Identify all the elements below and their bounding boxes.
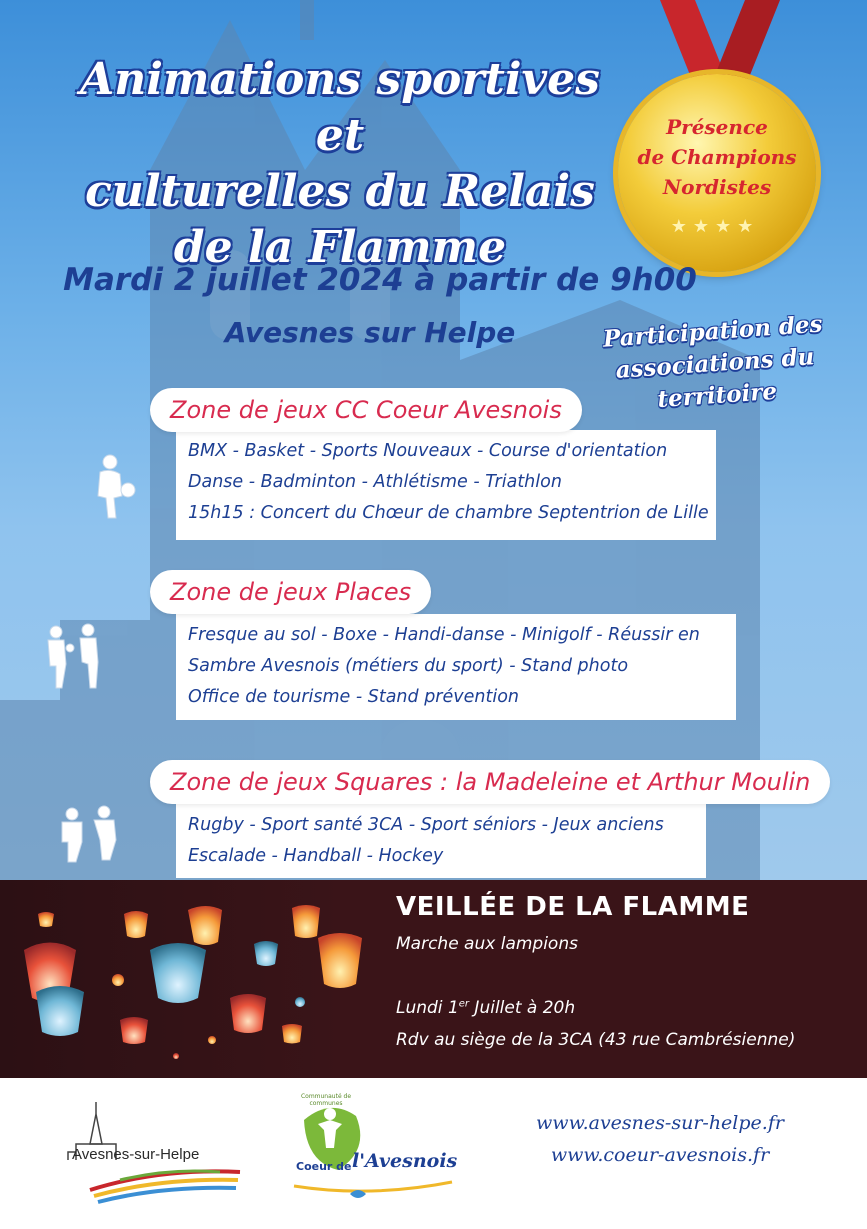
veillee-date [396, 998, 575, 1018]
zone-3-line-2: Escalade - Handball - Hockey [188, 846, 444, 866]
medal-line-2: de Champions [637, 145, 797, 169]
veillee-place: Rdv au siège de la 3CA (43 rue Cambrésienne) [396, 1030, 796, 1050]
lantern-icon [24, 905, 362, 1059]
medal-line-1: Présence [666, 115, 768, 139]
title-line-1: Animations sportives et [80, 54, 600, 161]
title-line-2: culturelles du Relais [85, 166, 595, 217]
participation-line-2: associations du territoire [614, 343, 816, 414]
zone-2-content [176, 614, 736, 720]
zone-1-title: Zone de jeux CC Coeur Avesnois [150, 388, 582, 432]
page-title [60, 52, 620, 276]
lanterns-illustration [0, 880, 380, 1078]
zone-2-title: Zone de jeux Places [150, 570, 431, 614]
avesnes-logo-text: Avesnes-sur-Helpe [72, 1146, 200, 1163]
zone-1-line-1: BMX - Basket - Sports Nouveaux - Course d'orientation [188, 441, 668, 461]
zone-1-content [176, 430, 716, 540]
cc-logo-coeur: Coeur de [296, 1160, 352, 1173]
zone-2-line-2: Sambre Avesnois (métiers du sport) - Stand photo [188, 656, 629, 676]
participation-line-1: Participation des [602, 310, 824, 353]
title-line-3: de la Flamme [173, 222, 507, 273]
event-city: Avesnes sur Helpe [224, 316, 516, 349]
boxers-icon [40, 622, 106, 692]
veillee-date-suffix: Juillet à 20h [469, 998, 576, 1018]
zone-2-line-3: Office de tourisme - Stand prévention [188, 687, 520, 707]
veillee-date-sup: er [458, 998, 470, 1010]
medal-stars: ★★★★ [670, 216, 760, 237]
basketball-player-icon [88, 452, 144, 524]
url-avesnes-link[interactable]: www.avesnes-sur-helpe.fr [536, 1112, 784, 1134]
veillee-title: VEILLÉE DE LA FLAMME [396, 892, 750, 922]
zone-2-line-1: Fresque au sol - Boxe - Handi-danse - Minigolf - Réussir en [188, 625, 700, 645]
cc-logo-name: l'Avesnois [352, 1150, 458, 1172]
event-date: Mardi 2 juillet 2024 à partir de 9h00 [63, 262, 697, 298]
veillee-subtitle: Marche aux lampions [396, 934, 578, 954]
veillee-date-prefix: Lundi 1 [396, 998, 459, 1018]
zone-3-line-1: Rugby - Sport santé 3CA - Sport séniors - Jeux anciens [188, 815, 664, 835]
person-leaf-logo-icon [290, 1090, 460, 1205]
zone-1-line-2: Danse - Badminton - Athlétisme - Triathlon [188, 472, 562, 492]
zone-1-line-3: 15h15 : Concert du Chœur de chambre Septentrion de Lille [188, 503, 709, 523]
url-coeur-link[interactable]: www.coeur-avesnois.fr [550, 1144, 770, 1166]
rugby-players-icon [56, 804, 126, 864]
participation-note [567, 306, 863, 422]
cc-logo-caption: Communauté de communes [300, 1093, 352, 1107]
medal-line-3: Nordistes [662, 175, 772, 199]
zone-3-content [176, 804, 706, 878]
medal-text [628, 112, 806, 202]
zone-3-title: Zone de jeux Squares : la Madeleine et Arthur Moulin [150, 760, 830, 804]
